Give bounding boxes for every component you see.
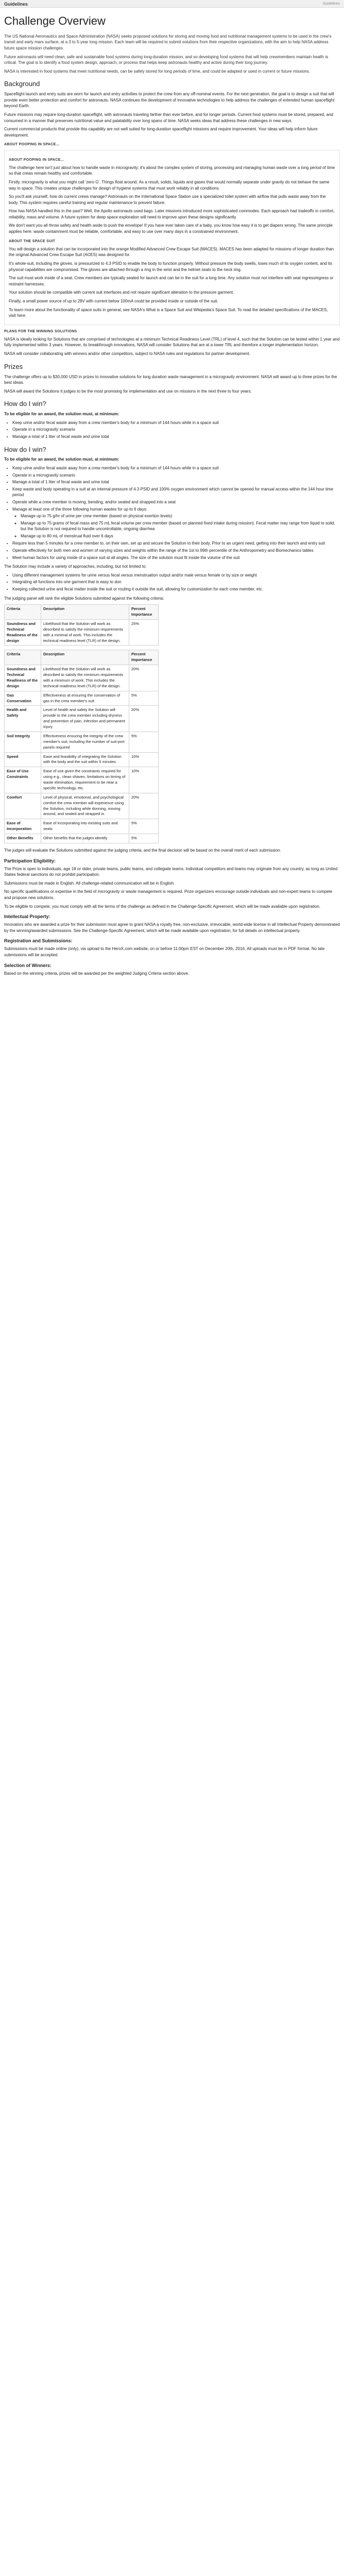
list-item: • Require less than 5 minutes for a crew member to, on their own, set up and secure the Solution to their body. Prior to an urgent need, getting into their launch and entry suit xyxy=(12,540,340,547)
table-cell: Health and Safety xyxy=(5,706,41,732)
suit-para-4: Your solution should be compatible with current suit interfaces and not require significant alteration to the pressure garment. xyxy=(9,290,234,295)
solution-list xyxy=(4,572,340,592)
suit-para-3: The suit must work inside of a seat. Crew members are typically seated for launch and can be in the suit for a long time. Any solution must not interfere with seat ingress/egress or restraint harnesses. xyxy=(9,276,334,286)
ip-heading: Intellectual Property: xyxy=(4,914,50,920)
solution-lead: The Solution may include a variety of approaches, including, but not limited to: xyxy=(4,564,147,569)
intro-1: The US National Aeronautics and Space Administration (NASA) seeks proposed solutions for storing and moving food and nutritional management systems to be used in the crew's transit and early mars surface, at a 3 to 5-year long mission. Each team will be required to submit solutions from their respective organizations, with the aim to help NASA address future space mission challenges. xyxy=(4,33,332,51)
after-para-1: The judges will evaluate the Solutions submitted against the judging criteria, and the final decision will be based on the overall merit of each submission. xyxy=(4,848,281,853)
about-suit-label: ABOUT THE SPACE SUIT xyxy=(9,239,56,243)
suit-para-6: To learn more about the functionality of space suits in general, see NASA's What is a Space Suit and Wikipedia's Space Suit. To read the detailed specifications of the MACES, visit here. xyxy=(9,307,328,318)
ip-para: Innovators who are awarded a prize for their submission must agree to grant NASA a royalty free, non-exclusive, irrevocable, world-wide license in all Intellectual Property demonstrated by the winning/awarded submissions. See the Challenge-Specific Agreement, which will be made available upon registration, for full details on intellectual property. xyxy=(4,922,340,933)
table-cell: 5% xyxy=(129,732,159,752)
table-row xyxy=(5,706,159,732)
background-para-1: Spaceflight launch and entry suits are worn for launch and entry activities to protect the crew from any off-nominal events. For the next generation, the goal is to design a suit that will provide even better protection and comfort for astronauts. NASA continues the development of innovative technologies to help address the challenges of extended human spaceflight beyond Earth. xyxy=(4,92,335,109)
column-header: Percent Importance xyxy=(129,650,159,665)
page-header-title: Guidelines xyxy=(4,2,28,7)
background-para-3: Current commercial products that provide this capability are not well suited for long-duration spaceflight missions and require improvement. Your ideas will help inform future development. xyxy=(4,127,318,138)
table-cell: Effectiveness ensuring the integrity of the crew member's suit, including the number of suit-port panels required xyxy=(41,732,129,752)
table-row xyxy=(5,834,159,843)
column-header: Criteria xyxy=(5,650,41,665)
table-cell: Gas Conservation xyxy=(5,691,41,706)
list-item: ◦ Manage up to 75 g/hr of urine per crew member (based on physical exertion levels) xyxy=(21,513,340,519)
criteria-table xyxy=(4,650,159,843)
table-header-row xyxy=(5,605,159,620)
list-item: • Operate in a microgravity scenario xyxy=(12,472,340,479)
column-header: Percent Importance xyxy=(129,605,159,620)
prizes-para-2: NASA will award the Solutions it judges to be the most promising for implementation and use on missions in the next three to four years. xyxy=(4,388,252,394)
table-cell: Soil Integrity xyxy=(5,732,41,752)
registration-heading: Registration and Submissions: xyxy=(4,938,73,944)
table-header-row xyxy=(5,650,159,665)
table-cell: Soundness and Technical Readiness of the design xyxy=(5,619,41,646)
about-pooping-panel xyxy=(4,150,340,325)
suit-para-5: Finally, a small power source of up to 28V with current below 100mA could be provided inside or outside of the suit. xyxy=(9,298,218,303)
table-cell: 10% xyxy=(129,752,159,767)
intro-2: Future astronauts will need clean, safe and sustainable food systems during long-duration mission, and so developing food systems that will help crewmembers maintain health is critical. The goal is to identify a food system design, approach, or process that helps keep astronauts healthy and active during their long journey. xyxy=(4,54,329,65)
list-item: • Manage a total of 1 liter of fecal waste and urine total xyxy=(12,479,340,485)
table-cell: 5% xyxy=(129,819,159,834)
table-row xyxy=(5,665,159,691)
selection-heading: Selection of Winners: xyxy=(4,962,51,968)
challenge-title: Challenge Overview xyxy=(4,14,106,27)
top-bar xyxy=(0,0,344,8)
table-row xyxy=(5,732,159,752)
eligibility-para: The Prize is open to individuals, age 18 or older, private teams, public teams, and collegiate teams. Individual competitors and teams may originate from any country, as long as United States federal sanctions do not prohibit participation. xyxy=(4,866,338,877)
sub-list xyxy=(12,513,340,539)
table-cell: 25% xyxy=(129,619,159,646)
table-cell: Ease of Incorporation xyxy=(5,819,41,834)
prizes-heading: Prizes xyxy=(4,362,23,370)
plans-para-2: NASA will consider collaborating with winners and/or other competitors, subject to NASA rules and regulations for partner development. xyxy=(4,351,251,357)
list-item: • Keeping collected urine and fecal matter inside the suit or routing it outside the suit, allowing for customization for each crew member, etc. xyxy=(12,586,340,592)
background-para-2: Future missions may require long-duration spaceflight, with astronauts traveling farther than ever before, and for longer periods. Current food systems must be stored, prepared, and consumed in a manner that preserves nutritional value and palatability over long spans of time. NASA seeks ideas that address these challenges in new ways. xyxy=(4,112,333,123)
plans-label: PLANS FOR THE WINNING SOLUTIONS xyxy=(4,329,77,333)
table-cell: Likelihood that the Solution will work as described to satisfy the minimum requirements with a minimal of work. This includes the technical readiness level (TLR) of the design. xyxy=(41,619,129,646)
how-win-list-2 xyxy=(4,465,340,561)
table-cell: Other Benefits xyxy=(5,834,41,843)
pooping-para-4: How has NASA handled this in the past? Well, the Apollo astronauts used bags. Later missions introduced more sophisticated commodes. Each approach had tradeoffs in comfort, reliability, mass and volume. A future system for deep space exploration will need to improve upon these designs significantly. xyxy=(9,209,335,219)
comply-para: To be eligible to compete, you must comply with all the terms of the challenge as defined in the Challenge-Specific Agreement, which will be made available upon registration. xyxy=(4,904,321,909)
table-row xyxy=(5,793,159,819)
list-item: • Manage a total of 1 liter of fecal waste and urine total xyxy=(12,434,340,440)
table-cell: Other benefits that the judges identify xyxy=(41,834,129,843)
registration-para: Submissions must be made online (only), via upload to the HeroX.com website, on or before 11:00pm EST on December 20th, 2016. All uploads must be in PDF format. No late submissions will be accepted. xyxy=(4,946,325,958)
list-item: ◦ Manage up to 80 mL of menstrual fluid over 6 days xyxy=(21,533,340,539)
panel-pooping-label: ABOUT POOPING IN SPACE... xyxy=(9,158,64,162)
pooping-para-5: We don't want you all throw safety and health aside to push the envelope! If you have ever taken care of a baby, you know how easy it is to get diapers wrong. The same principle applies here: waste containment must be reliable, comfortable, and easy to use over many days in a constrained environment. xyxy=(9,223,333,234)
pooping-para-2: Firstly, microgravity is what you might call 'zero G'. Things float around. As a result, solids, liquids and gases that would normally separate under gravity do not behave the same way in space. This creates unique challenges for design of hygiene systems that must work reliably in all conditions. xyxy=(9,179,330,191)
list-item: • Manage at least one of the three following human wastes for up to 6 days: ◦ Manage up to 75 g/hr of urine per crew member (based on physical exertion levels) ◦ Manage up to 75 grams of fecal mass and 75 mL fecal volume per crew member (based on planned fixed intake during mission). Fecal matter may range from liquid to solid, but the Solution is not required to handle uncontrollable, ongoing diarrhea ◦ Manage up to 80 mL of menstrual fluid over 6 days xyxy=(12,506,340,539)
how-win-list-1 xyxy=(4,420,340,440)
table-cell: Ease of Use Constraints xyxy=(5,767,41,793)
how-win-lead-2: To be eligible for an award, the solution must, at minimum: xyxy=(4,457,119,462)
table-cell: 5% xyxy=(129,834,159,843)
how-win-lead-1: To be eligible for an award, the solution must, at minimum: xyxy=(4,412,119,417)
list-item: • Operate while a crew member is moving, bending, and/or seated and strapped into a seat xyxy=(12,499,340,505)
selection-para: Based on the winning criteria, prizes will be awarded per the weighted Judging Criteria section above. xyxy=(4,971,190,976)
how-win-heading-2: How do I win? xyxy=(4,445,46,453)
judging-lead: The judging panel will rank the eligible Solutions submitted against the following criteria: xyxy=(4,596,164,601)
table-cell: 20% xyxy=(129,665,159,691)
table-cell: Comfort xyxy=(5,793,41,819)
plans-para-1: NASA is ideally looking for Solutions that are comprised of technologies at a minimum Technical Readiness Level (TRL) of level 4, such that the Solution can be tested within 1 year and fully implemented within 3 years. However, its breakthrough innovations, NASA will consider Solutions that are at a lower TRL and therefore a longer implementation horizon. xyxy=(4,336,340,348)
table-cell: 20% xyxy=(129,706,159,732)
criteria-table-small xyxy=(4,604,159,646)
list-item: • Using different management systems for urine versus fecal versus menstruation output and/or male versus female or by size or weight xyxy=(12,572,340,579)
after-table-block xyxy=(4,848,340,976)
table-row xyxy=(5,819,159,834)
list-item: • Operate in a microgravity scenario xyxy=(12,427,340,433)
column-header: Criteria xyxy=(5,605,41,620)
content xyxy=(0,8,344,976)
pooping-para-3: So you'll ask yourself, how do current crews manage? Astronauts on the International Space Station use a specialized toilet system with airflow that pulls waste away from the body. This system requires careful training and regular maintenance to prevent failure. xyxy=(9,194,326,205)
table-row xyxy=(5,619,159,646)
list-item: ◦ Manage up to 75 grams of fecal mass and 75 mL fecal volume per crew member (based on planned fixed intake during mission). Fecal matter may range from liquid to solid, but the Solution is not required to handle uncontrollable, ongoing diarrhea xyxy=(21,520,340,532)
column-header: Description xyxy=(41,650,129,665)
table-cell: Ease of incorporating into existing suits and seats xyxy=(41,819,129,834)
prizes-para-1: The challenge offers up to $30,000 USD in prizes to innovative solutions for long duration waste management in a microgravity environment. NASA will award up to three prizes for the best ideas. xyxy=(4,374,337,385)
intro-3: NASA is interested in food systems that meet nutritional needs, can be safely stored for long periods of time, and could be adapted or used in current or future missions. xyxy=(4,69,311,74)
list-item: • Keep urine and/or fecal waste away from a crew member's body for a minimum of 144 hours while in a space suit xyxy=(12,420,340,426)
suit-para-2: It's whole-suit, including the gloves, is pressurized to 4.3 PSID to enable the body to function properly. Without pressure the body swells, loses much of its oxygen content, and its physical capabilities are compromised. The gloves are attached through a ring in the wrist and the helmet seals to the neck ring. xyxy=(9,261,332,272)
pooping-para-1: The challenge here isn't just about how to handle waste in microgravity; it's about the complex system of storing, processing and managing human waste over a long period of time so that crews remain healthy and comfortable. xyxy=(9,165,335,176)
table-cell: Likelihood that the Solution will work as described to satisfy the minimum requirements with a minimum of work. This includes the technical readiness level (TLR) of the design. xyxy=(41,665,129,691)
english-para: Submissions must be made in English. All challenge-related communication will be in English. xyxy=(4,880,175,886)
table-row xyxy=(5,767,159,793)
list-item: • Keep waste and body operating in a suit at an internal pressure of 4.3 PSID and 100% oxygen environment which cannot be opened for manual access within the 144 hour time period xyxy=(12,486,340,498)
table-cell: Effectiveness at ensuring the conservation of gas in the crew member's suit xyxy=(41,691,129,706)
expertise-para: No specific qualifications or expertise in the field of microgravity or waste management is required. Prize organizers encourage outside individuals and non-expert teams to compete and propose new solutions. xyxy=(4,889,333,900)
table-cell: Level of physical, emotional, and psychological comfort the crew member will experience using the Solution, including while donning, moving around, and seated and strapped in xyxy=(41,793,129,819)
about-pooping-label: ABOUT POOPING IN SPACE... xyxy=(4,143,60,147)
list-item: • Keep urine and/or fecal waste away from a crew member's body for a minimum of 144 hours while in a space suit xyxy=(12,465,340,471)
list-item: • Meet human factors for using inside of a space suit at all angles. The size of the solution must fit inside the volume of the suit xyxy=(12,555,340,561)
table-cell: Ease of use given the constraints required for using e.g., clean shaven, limitations on timing of waste elimination, requirement to be near a specific technology, etc. xyxy=(41,767,129,793)
list-item: • Operate effectively for both men and women of varying sizes and weights within the range of the 1st to 99th percentile of the Anthropometry and Biomechanics tables xyxy=(12,548,340,554)
table-row xyxy=(5,691,159,706)
table-cell: 10% xyxy=(129,767,159,793)
header-right-link[interactable]: Guidelines xyxy=(322,2,340,6)
table-cell: 5% xyxy=(129,691,159,706)
background-heading: Background xyxy=(4,80,40,88)
table-cell: Ease and feasibility of integrating the Solution with the body and the suit within 5 minutes xyxy=(41,752,129,767)
table-cell: Soundness and Technical Readiness of the design xyxy=(5,665,41,691)
list-item: • Integrating all functions into one garment that is easy to don xyxy=(12,579,340,585)
suit-para-1: You will design a solution that can be incorporated into the orange Modified Advanced Crew Escape Suit (MACES). MACES has been adapted for missions of longer duration than the original Advanced Crew Escape Suit (ACES) was designed for. xyxy=(9,246,334,258)
column-header: Description xyxy=(41,605,129,620)
eligibility-heading: Participation Eligibility: xyxy=(4,858,56,863)
table-cell: Level of health and safety the Solution will provide to the crew member including dryness and prevention of pain, infection and permanent injury xyxy=(41,706,129,732)
how-win-heading-1: How do I win? xyxy=(4,400,46,408)
table-cell: Speed xyxy=(5,752,41,767)
table-cell: 20% xyxy=(129,793,159,819)
table-row xyxy=(5,752,159,767)
